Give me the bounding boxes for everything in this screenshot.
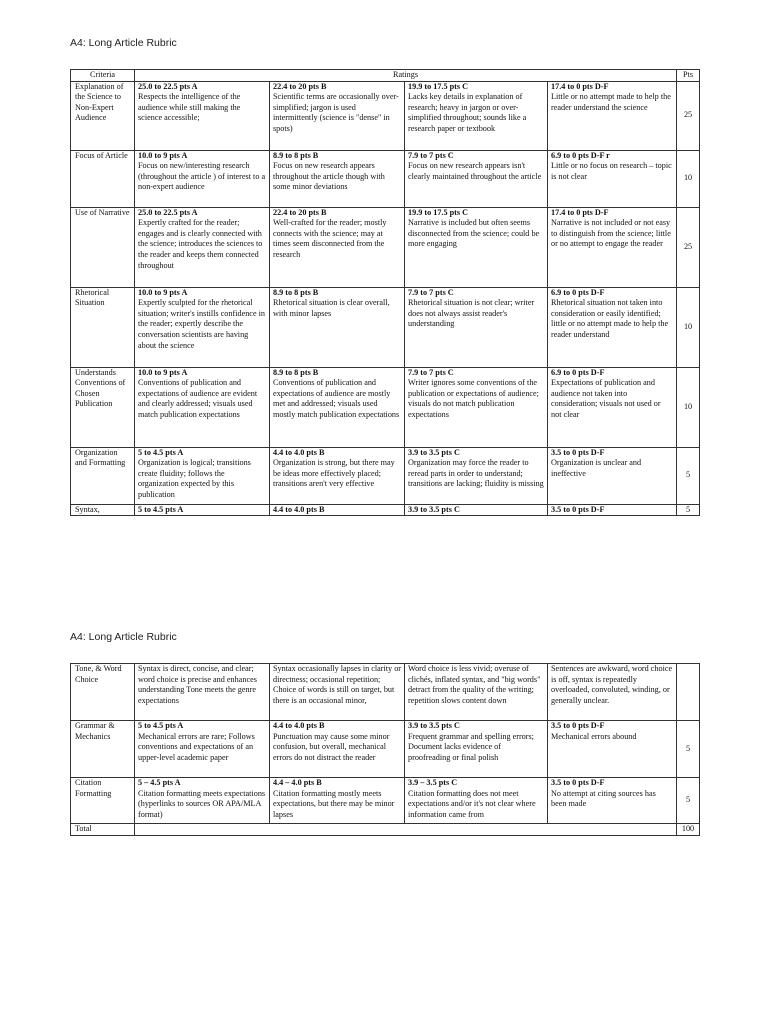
rating-cell	[270, 778, 405, 824]
rating-cell	[405, 664, 548, 721]
rubric-row	[71, 778, 700, 824]
rating-title: 4.4 to 4.0 pts B	[273, 721, 325, 730]
rating-description: Organization is logical; transitions create fluidity; follows the organization expected by this publication	[138, 458, 251, 499]
rating-cell	[135, 150, 270, 207]
rubric-row	[71, 207, 700, 287]
rating-cell	[548, 150, 677, 207]
total-row	[71, 824, 700, 836]
criteria-cell: Syntax,	[71, 504, 135, 516]
rating-description: Organization may force the reader to reread parts in order to understand; transitions are lacking; fluidity is missing	[408, 458, 544, 489]
rating-description: Syntax occasionally lapses in clarity or directness; occasional repetition; Choice of words is still on target, but there is an occasional minor,	[273, 664, 402, 705]
rating-description: Narrative is included but often seems disconnected from the science; could be more engaging	[408, 218, 540, 249]
rating-description: Mechanical errors are rare; Follows conventions and expectations of an upper-level academic paper	[138, 731, 255, 762]
rating-title: 8.9 to 8 pts B	[273, 287, 319, 297]
rating-description: No attempt at citing sources has been made	[551, 788, 656, 809]
page-title-repeat: A4: Long Article Rubric	[70, 631, 177, 643]
rating-cell	[270, 207, 405, 287]
pts-cell: 10	[677, 150, 700, 207]
rubric-row	[71, 81, 700, 150]
rating-cell	[270, 447, 405, 504]
rubric-row	[71, 367, 700, 447]
rating-cell	[548, 367, 677, 447]
rating-title: 3.9 to 3.5 pts C	[408, 447, 460, 457]
rating-description: Sentences are awkward, word choice is off, syntax is repeatedly overloaded, convoluted, winding, or generally unclear.	[551, 664, 673, 705]
rubric-row	[71, 504, 700, 516]
rating-cell	[405, 287, 548, 367]
rating-cell	[135, 207, 270, 287]
total-label: Total	[71, 824, 135, 836]
rating-title: 7.9 to 7 pts C	[408, 150, 454, 160]
rating-title: 25.0 to 22.5 pts A	[138, 81, 198, 91]
rating-title: 25.0 to 22.5 pts A	[138, 207, 198, 217]
rating-cell	[405, 207, 548, 287]
pts-cell: 25	[677, 81, 700, 150]
rating-description: Citation formatting mostly meets expectations, but there may be minor lapses	[273, 788, 395, 819]
rating-description: Little or no attempt made to help the reader understand the science	[551, 92, 671, 112]
criteria-cell: Understands Conventions of Chosen Publication	[71, 367, 135, 447]
rating-description: Narrative is not included or not easy to distinguish from the science; little or no attempt to engage the reader	[551, 218, 671, 249]
rating-description: Conventions of publication and expectations of audience are mostly met and addressed; visuals used mostly match publication expectations	[273, 378, 400, 419]
rating-title: 4.4 to 4.0 pts B	[273, 504, 325, 514]
criteria-header: Criteria	[71, 70, 135, 82]
rating-description: Punctuation may cause some minor confusion, but overall, mechanical errors do not distract the reader	[273, 731, 390, 762]
rating-description: Rhetorical situation is clear overall, with minor lapses	[273, 298, 390, 318]
rating-cell	[270, 287, 405, 367]
rating-cell	[270, 81, 405, 150]
rating-description: Expertly crafted for the reader; engages and is clearly connected with the science; introduces the sciences to the reader and keeps them connected throughout	[138, 218, 263, 270]
rating-cell	[135, 447, 270, 504]
criteria-cell: Organization and Formatting	[71, 447, 135, 504]
rating-title: 5 to 4.5 pts A	[138, 504, 184, 514]
rating-title: 19.9 to 17.5 pts C	[408, 207, 469, 217]
rating-cell	[405, 367, 548, 447]
rating-title: 7.9 to 7 pts C	[408, 287, 454, 297]
rating-title: 4.4 – 4.0 pts B	[273, 778, 322, 787]
rating-title: 6.9 to 0 pts D-F r	[551, 150, 610, 160]
rating-description: Scientific terms are occasionally over-simplified; jargon is used intermittently (science is "dense" in spots)	[273, 92, 399, 133]
pts-cell: 5	[677, 778, 700, 824]
criteria-cell: Citation Formatting	[71, 778, 135, 824]
rating-cell	[405, 447, 548, 504]
rubric-row	[71, 721, 700, 778]
rating-cell	[548, 207, 677, 287]
pts-cell: 5	[677, 721, 700, 778]
rating-title: 10.0 to 9 pts A	[138, 367, 188, 377]
rubric-table	[70, 69, 700, 516]
rating-cell	[135, 778, 270, 824]
rating-cell	[135, 367, 270, 447]
rating-title: 3.9 to 3.5 pts C	[408, 504, 460, 514]
rating-cell	[405, 81, 548, 150]
rating-title: 3.5 to 0 pts D-F	[551, 721, 605, 730]
rating-cell	[270, 664, 405, 721]
rating-cell	[548, 664, 677, 721]
rating-description: Citation formatting meets expectations (hyperlinks to sources OR APA/MLA format)	[138, 788, 266, 819]
rating-description: Focus on new research appears throughout the article though with some minor deviations	[273, 161, 385, 192]
criteria-cell: Grammar & Mechanics	[71, 721, 135, 778]
rating-description: Expectations of publication and audience not taken into consideration; visuals not used or not clear	[551, 378, 661, 419]
criteria-cell: Explanation of the Science to Non-Expert Audience	[71, 81, 135, 150]
rating-title: 10.0 to 9 pts A	[138, 150, 188, 160]
rating-cell	[548, 778, 677, 824]
rating-title: 22.4 to 20 pts B	[273, 81, 327, 91]
criteria-cell: Tone, & Word Choice	[71, 664, 135, 721]
rating-cell	[548, 504, 677, 516]
rating-cell	[270, 504, 405, 516]
rating-title: 3.5 to 0 pts D-F	[551, 447, 605, 457]
rating-cell	[135, 287, 270, 367]
rating-description: Syntax is direct, concise, and clear; word choice is precise and enhances understanding Tone meets the genre expectations	[138, 664, 257, 705]
rating-title: 5 to 4.5 pts A	[138, 447, 184, 457]
rating-cell	[548, 447, 677, 504]
header-row	[71, 70, 700, 82]
rating-title: 3.5 to 0 pts D-F	[551, 504, 605, 514]
rating-title: 5 to 4.5 pts A	[138, 721, 184, 730]
rating-cell	[135, 504, 270, 516]
rating-description: Little or no focus on research – topic is not clear	[551, 161, 672, 181]
page-title: A4: Long Article Rubric	[70, 37, 177, 49]
rating-title: 6.9 to 0 pts D-F	[551, 287, 605, 297]
rating-description: Citation formatting does not meet expectations and/or it's not clear where information came from	[408, 788, 536, 819]
rating-title: 5 – 4.5 pts A	[138, 778, 181, 787]
rating-cell	[135, 721, 270, 778]
rating-title: 3.9 – 3.5 pts C	[408, 778, 458, 787]
pts-cell: 5	[677, 447, 700, 504]
pts-cell: 5	[677, 504, 700, 516]
rating-cell	[548, 721, 677, 778]
rating-cell	[405, 150, 548, 207]
rating-description: Lacks key details in explanation of research; heavy in jargon or over-simplified throughout; sounds like a research paper or textbook	[408, 92, 527, 133]
rating-title: 8.9 to 8 pts B	[273, 150, 319, 160]
total-pts: 100	[677, 824, 700, 836]
rating-description: Respects the intelligence of the audience while still making the science accessible;	[138, 92, 241, 123]
rating-description: Writer ignores some conventions of the publication or expectations of audience; visuals do not match publication expectations	[408, 378, 539, 419]
criteria-cell: Focus of Article	[71, 150, 135, 207]
rating-description: Well-crafted for the reader; mostly connects with the science; may at times seem disconnected from the research	[273, 218, 387, 259]
rating-description: Frequent grammar and spelling errors; Document lacks evidence of proofreading or final polish	[408, 731, 534, 762]
rating-description: Organization is strong, but there may be ideas more effectively placed; transitions aren't very effective	[273, 458, 395, 489]
criteria-cell: Rhetorical Situation	[71, 287, 135, 367]
rating-description: Conventions of publication and expectations of audience are evident and clearly addressed; visuals used match publication expectations	[138, 378, 258, 419]
rating-description: Mechanical errors abound	[551, 731, 637, 741]
rating-cell	[548, 81, 677, 150]
pts-cell	[677, 664, 700, 721]
rating-cell	[270, 367, 405, 447]
criteria-cell: Use of Narrative	[71, 207, 135, 287]
rating-cell	[270, 721, 405, 778]
rubric-row	[71, 447, 700, 504]
ratings-header: Ratings	[135, 70, 677, 82]
total-spacer	[135, 824, 677, 836]
rating-title: 22.4 to 20 pts B	[273, 207, 327, 217]
rating-cell	[405, 778, 548, 824]
rating-title: 17.4 to 0 pts D-F	[551, 81, 609, 91]
rating-title: 4.4 to 4.0 pts B	[273, 447, 325, 457]
rating-title: 3.9 to 3.5 pts C	[408, 721, 460, 730]
rating-title: 8.9 to 8 pts B	[273, 367, 319, 377]
rubric-table-continued	[70, 663, 700, 836]
pts-cell: 10	[677, 367, 700, 447]
rating-cell	[135, 664, 270, 721]
rating-description: Expertly sculpted for the rhetorical situation; writer's instills confidence in the reader; expertly describe the conversation scientists are having about the science	[138, 298, 265, 350]
rating-title: 7.9 to 7 pts C	[408, 367, 454, 377]
rating-title: 3.5 to 0 pts D-F	[551, 778, 605, 787]
pts-cell: 25	[677, 207, 700, 287]
rating-description: Word choice is less vivid; overuse of clichés, inflated syntax, and "big words" detract from the quality of the writing; repetition slows content down	[408, 664, 541, 705]
rating-title: 6.9 to 0 pts D-F	[551, 367, 605, 377]
rating-title: 19.9 to 17.5 pts C	[408, 81, 469, 91]
rubric-row	[71, 664, 700, 721]
rating-title: 17.4 to 0 pts D-F	[551, 207, 609, 217]
rating-cell	[405, 504, 548, 516]
rubric-row	[71, 150, 700, 207]
pts-header: Pts	[677, 70, 700, 82]
rating-description: Organization is unclear and ineffective	[551, 458, 642, 478]
rating-description: Focus on new/interesting research (throughout the article ) of interest to a non-expert audience	[138, 161, 266, 192]
rating-cell	[548, 287, 677, 367]
rating-description: Rhetorical situation not taken into consideration or easily identified; little or no attempt made to help the reader understand	[551, 298, 669, 339]
rating-cell	[405, 721, 548, 778]
rubric-row	[71, 287, 700, 367]
rating-description: Rhetorical situation is not clear; writer does not always assist reader's understanding	[408, 298, 535, 329]
rating-cell	[270, 150, 405, 207]
pts-cell: 10	[677, 287, 700, 367]
rating-title: 10.0 to 9 pts A	[138, 287, 188, 297]
rating-description: Focus on new research appears isn't clearly maintained throughout the article	[408, 161, 542, 181]
rating-cell	[135, 81, 270, 150]
